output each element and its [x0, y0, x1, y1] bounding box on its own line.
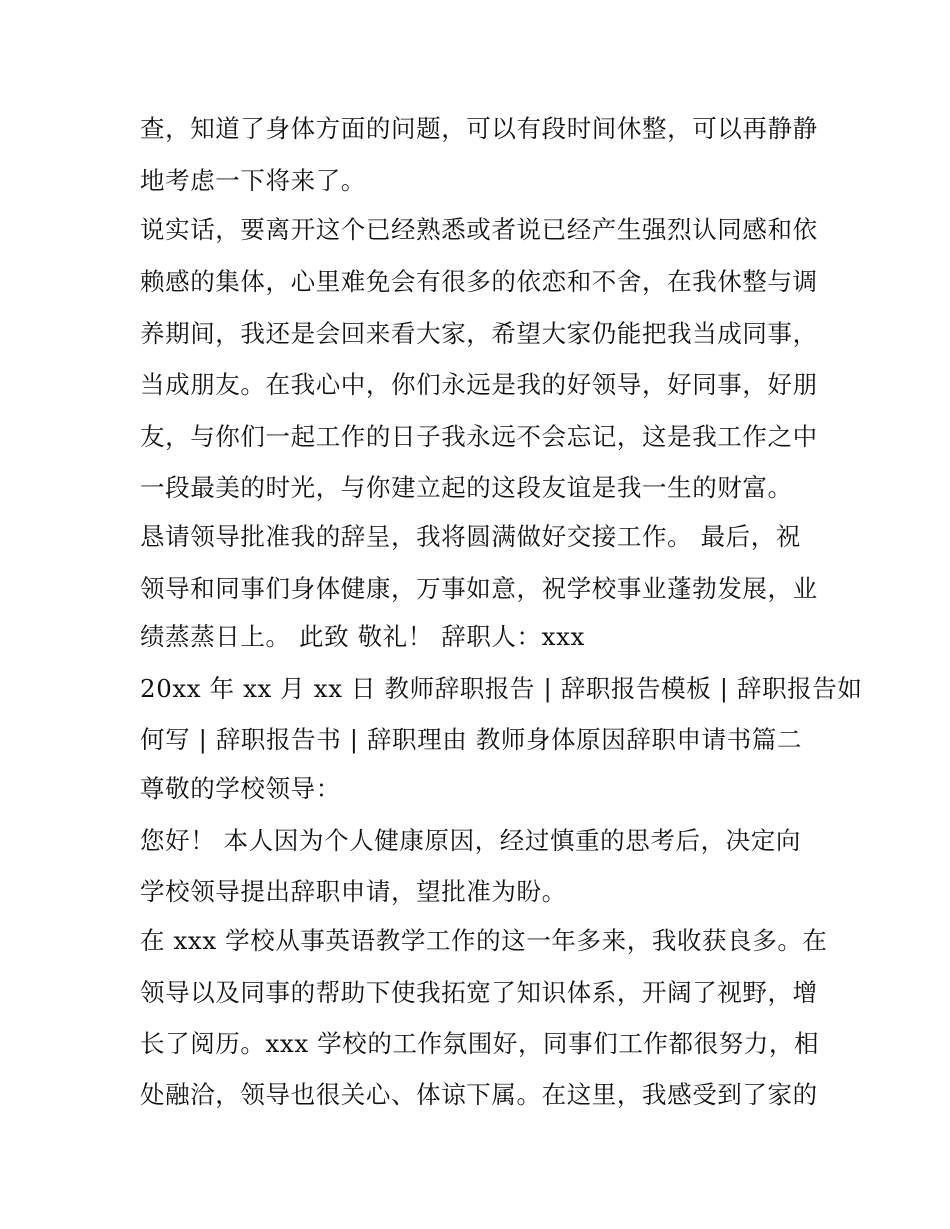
text-line: 学校领导提出辞职申请，望批准为盼。: [140, 877, 567, 906]
text-line: 绩蒸蒸日上。 此致 敬礼！ 辞职人：xxx: [140, 622, 585, 651]
text-line: 您好！ 本人因为个人健康原因，经过慎重的思考后，决定向: [140, 826, 801, 855]
text-line: 长了阅历。xxx 学校的工作氛围好，同事们工作都很努力，相: [140, 1029, 820, 1058]
text-line: 养期间，我还是会回来看大家，希望大家仍能把我当成同事，: [140, 319, 818, 348]
text-line: 地考虑一下将来了。: [140, 166, 366, 195]
text-line: 查，知道了身体方面的问题，可以有段时间休整，可以再静静: [140, 114, 818, 143]
text-line: 领导以及同事的帮助下使我拓宽了知识体系，开阔了视野，增: [140, 978, 818, 1007]
text-line: 何写 | 辞职报告书 | 辞职理由 教师身体原因辞职申请书篇二: [140, 725, 803, 754]
text-line: 一段最美的时光，与你建立起的这段友谊是我一生的财富。: [140, 473, 793, 502]
text-line: 20xx 年 xx 月 xx 日 教师辞职报告 | 辞职报告模板 | 辞职报告如: [140, 674, 863, 703]
text-line: 处融洽，领导也很关心、体谅下属。在这里，我感受到了家的: [140, 1080, 818, 1109]
text-line: 友，与你们一起工作的日子我永远不会忘记，这是我工作之中: [140, 422, 818, 451]
text-line: 领导和同事们身体健康，万事如意，祝学校事业蓬勃发展，业: [140, 574, 818, 603]
text-line: 赖感的集体，心里难免会有很多的依恋和不舍，在我休整与调: [140, 267, 818, 296]
text-line: 当成朋友。在我心中，你们永远是我的好领导，好同事，好朋: [140, 370, 818, 399]
text-line: 尊敬的学校领导：: [140, 774, 341, 803]
text-line: 在 xxx 学校从事英语教学工作的这一年多来，我收获良多。在: [140, 926, 828, 955]
text-line: 说实话，要离开这个已经熟悉或者说已经产生强烈认同感和依: [140, 215, 818, 244]
text-line: 恳请领导批准我的辞呈，我将圆满做好交接工作。 最后，祝: [140, 522, 801, 551]
